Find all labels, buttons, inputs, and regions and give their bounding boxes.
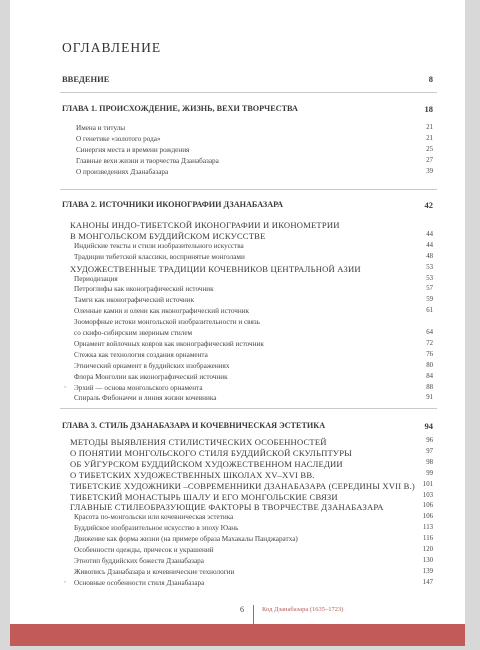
toc-entry-label: О произведениях Дзанабазара [76,168,169,176]
toc-page-number: 53 [426,274,433,282]
toc-entry-label: Основные особенности стиля Дзанабазара [74,578,205,587]
toc-entry-label: Движение как форма жизни (на примере образа Махакалы Панджаратха) [74,535,298,544]
toc-page-number: 113 [423,524,433,532]
toc-page-number: 61 [426,307,433,315]
toc-page-number: 106 [422,502,433,510]
toc-page-number: 42 [424,200,433,210]
toc-entry-label: ТИБЕТСКИЕ ХУДОЖНИКИ –СОВРЕМЕННИКИ ДЗАНАБАЗАРА (СЕРЕДИНЫ XVII В.) [70,480,415,491]
toc-page-number: 97 [426,447,433,455]
toc-entry-label: Живопись Дзанабазара и кочевнические технологии [74,567,235,576]
toc-entry-label: О ТИБЕТСКИХ ХУДОЖЕСТВЕННЫХ ШКОЛАХ XV–XVI ВВ. [70,469,315,480]
toc-entry-label: со скифо-сибирским звериным стилем [74,329,193,337]
toc-entry-label: Периодизация [74,274,118,283]
toc-entry-label: Эрхий — основа монгольского орнамента [74,383,203,392]
toc-entry-label: Петроглифы как иконографический источник [74,285,214,294]
toc-entry-label: Традиции тибетской классики, воспринятые монголами [74,252,245,261]
toc-page-number: 99 [426,469,433,477]
toc-page-number: 18 [424,104,433,114]
toc-entry-label: Стежка как технология создания орнамента [74,350,208,359]
toc-chapter-3[interactable] [10,421,465,433]
toc-entry-label: ОБ УЙГУРСКОМ БУДДИЙСКОМ ХУДОЖЕСТВЕННОМ НАСЛЕДИИ [70,458,343,469]
divider [60,92,437,93]
toc-entry-label: КАНОНЫ ИНДО-ТИБЕТСКОЙ ИКОНОГРАФИИ И ИКОНОМЕТРИИ [70,220,340,230]
toc-page-number: 98 [426,458,433,466]
toc-page-number: 39 [426,168,433,175]
footer-band [10,624,465,646]
bullet-mark-icon: › [64,383,66,390]
toc-entry-label: ГЛАВНЫЕ СТИЛЕОБРАЗУЮЩИЕ ФАКТОРЫ В ТВОРЧЕСТВЕ ДЗАНАБАЗАРА [70,502,384,513]
toc-page-number: 84 [426,372,433,380]
toc-page-number: 76 [426,350,433,358]
chapter-title: ГЛАВА 1. ПРОИСХОЖДЕНИЕ, ЖИЗНЬ, ВЕХИ ТВОРЧЕСТВА [62,104,298,113]
toc-page-number: 44 [426,230,433,238]
divider [60,408,437,409]
page-folio: 6 [240,605,244,614]
toc-page-number: 116 [423,535,433,543]
toc-page-number: 139 [422,567,433,575]
toc-page-number: 101 [422,480,433,488]
toc-page-number: 48 [426,252,433,260]
toc-page-number: 8 [428,74,433,84]
toc-entry[interactable] [10,579,465,591]
toc-entry-label: Особенности одежды, причесок и украшений [74,546,214,554]
toc-page-number: 147 [422,578,433,586]
toc-page-number: 80 [426,361,433,369]
toc-page-number: 72 [426,339,433,347]
toc-page-number: 57 [426,285,433,293]
running-title: Код Дзанабазара (1635–1723) [262,606,344,613]
toc-entry-label: МЕТОДЫ ВЫЯВЛЕНИЯ СТИЛИСТИЧЕСКИХ ОСОБЕННОСТЕЙ [70,437,327,447]
toc-entry-label: Имена и титулы [76,124,126,132]
toc-entry-label: О генетике «золотого рода» [76,135,161,143]
bullet-mark-icon: › [64,578,66,585]
toc-entry-label: О ПОНЯТИИ МОНГОЛЬСКОГО СТИЛЯ БУДДИЙСКОЙ СКУЛЬПТУРЫ [70,447,352,458]
toc-page-number: 96 [426,437,433,444]
toc-page-number: 21 [426,135,433,142]
toc-entry-label: Орнамент войлочных ковров как иконографический источник [74,339,264,348]
toc-page-number: 94 [424,421,433,431]
toc-page-number: 59 [426,296,433,304]
toc-entry-label: Индийские тексты и стили изобразительного искусства [74,241,244,250]
chapter-title: ГЛАВА 2. ИСТОЧНИКИ ИКОНОГРАФИИ ДЗАНАБАЗАРА [62,200,284,209]
toc-entry[interactable] [10,168,465,180]
toc-page-number: 64 [426,329,433,336]
toc-page-number: 44 [426,241,433,249]
footer-divider [253,605,254,646]
toc-entry-label: ТИБЕТСКИЙ МОНАСТЫРЬ ШАЛУ И ЕГО МОНГОЛЬСКИЕ СВЯЗИ [70,491,338,502]
divider [60,189,437,190]
toc-entry-label: В МОНГОЛЬСКОМ БУДДИЙСКОМ ИСКУССТВЕ [70,230,266,241]
toc-entry-label: Оленные камни и олени как иконографический источник [74,307,250,316]
toc-page-number: 25 [426,146,433,153]
toc-entry-label: Флора Монголии как иконографический источник [74,372,228,381]
toc-entry-label: Красота по-монгольски или кочевническая эстетика [74,513,234,522]
toc-entry-label: Зооморфные истоки монгольской изобразительности и связь [74,318,260,327]
toc-page-number: 91 [426,394,433,402]
toc-page-number: 21 [426,124,433,131]
toc-chapter-1[interactable] [10,104,465,116]
toc-entry-label: Тамги как иконографический источник [74,296,195,305]
toc-page-number: 27 [426,157,433,164]
toc-entry-label: Этнотип буддийских божеств Дзанабазара [74,556,204,565]
page-title: ОГЛАВЛЕНИЕ [62,40,162,55]
toc-page-number: 130 [422,556,433,564]
toc-entry-label: Синергия места и времени рождения [76,146,190,154]
toc-page-number: 106 [422,513,433,521]
toc-chapter-2[interactable] [10,200,465,212]
toc-entry-label: Этнический орнамент в буддийских изображениях [74,361,230,370]
toc-introduction[interactable] [10,74,465,86]
toc-entry[interactable] [10,394,465,406]
toc-page [10,0,465,635]
toc-page-number: 88 [426,383,433,391]
toc-page-number: 103 [422,491,433,499]
toc-entry-label: Спираль Фибоначчи и линия жизни кочевника [74,394,217,403]
toc-entry-label: Главные вехи жизни и творчества Дзанабазара [76,157,219,165]
toc-entry-label: ХУДОЖЕСТВЕННЫЕ ТРАДИЦИИ КОЧЕВНИКОВ ЦЕНТРАЛЬНОЙ АЗИИ [70,263,361,274]
chapter-title: ГЛАВА 3. СТИЛЬ ДЗАНАБАЗАРА И КОЧЕВНИЧЕСКАЯ ЭСТЕТИКА [62,421,326,430]
toc-entry-label: Буддийское изобразительное искусство в эпоху Юань [74,524,239,533]
toc-page-number: 53 [426,263,433,271]
toc-entry-label: ВВЕДЕНИЕ [62,74,110,84]
toc-page-number: 120 [422,546,433,553]
